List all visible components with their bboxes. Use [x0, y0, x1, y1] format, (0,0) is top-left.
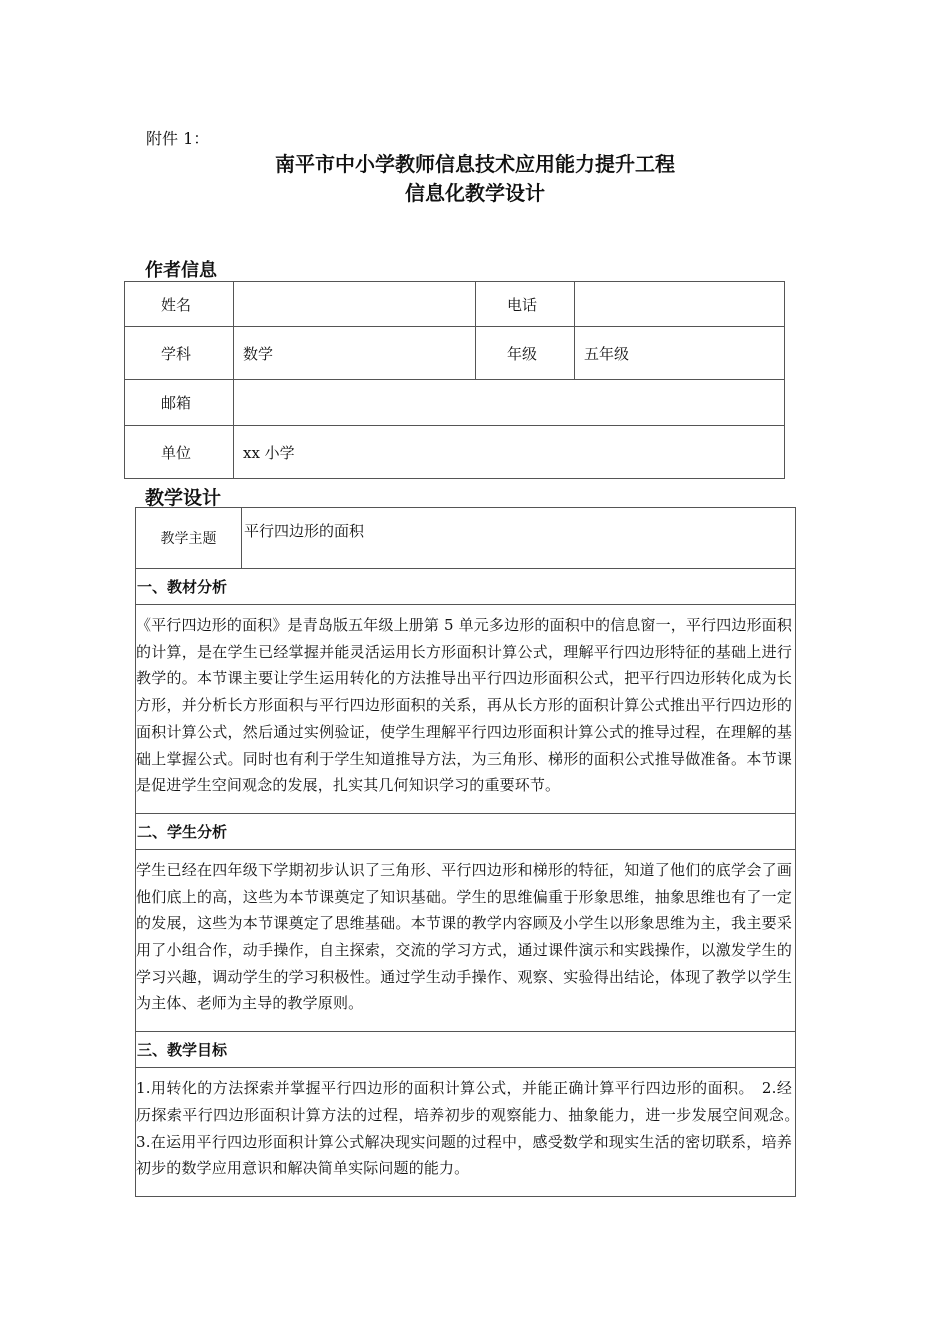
name-label: 姓名 [125, 282, 234, 327]
section2-text[interactable]: 学生已经在四年级下学期初步认识了三角形、平行四边形和梯形的特征，知道了他们的底学会了画他们底上的高，这些为本节课奠定了知识基础。学生的思维偏重于形象思维，抽象思维也有了一定的发展，这些为本节课奠定了思维基础。本节课的教学内容顾及小学生以形象思维为主，我主要采用了小组合作，动手操作，自主探索，交流的学习方式，通过课件演示和实践操作，以激发学生的学习兴趣，调动学生的学习积极性。通过学生动手操作、观察、实验得出结论，体现了教学以学生为主体、老师为主导的教学原则。 [136, 849, 796, 1031]
section3-text[interactable]: 1.用转化的方法探索并掌握平行四边形的面积计算公式，并能正确计算平行四边形的面积。 2.经历探索平行四边形面积计算方法的过程，培养初步的观察能力、抽象能力，进一步发展空间观念。 3.在运用平行四边形面积计算公式解决现实问题的过程中，感受数学和现实生活的密切联系，培养初步的数学应用意识和解决简单实际问题的能力。 [136, 1068, 796, 1197]
email-label: 邮箱 [125, 380, 234, 426]
author-row-unit [125, 426, 785, 479]
grade-label: 年级 [476, 327, 575, 380]
section-body-students [136, 849, 796, 1031]
section-body-goals [136, 1068, 796, 1197]
document-title: 南平市中小学教师信息技术应用能力提升工程 [275, 152, 675, 176]
section-header-students [136, 813, 796, 849]
document-subtitle: 信息化教学设计 [405, 181, 545, 205]
topic-value[interactable]: 平行四边形的面积 [242, 508, 796, 569]
author-row-name [125, 282, 785, 327]
section2-title: 二、学生分析 [136, 813, 796, 849]
attachment-label: 附件 1： [146, 129, 210, 148]
grade-value[interactable]: 五年级 [575, 327, 785, 380]
name-value[interactable] [234, 282, 476, 327]
unit-value[interactable]: xx 小学 [234, 426, 785, 479]
author-row-subject [125, 327, 785, 380]
teaching-design-table [135, 507, 813, 1197]
author-row-email [125, 380, 785, 426]
subject-value[interactable]: 数学 [234, 327, 476, 380]
subject-label: 学科 [125, 327, 234, 380]
section-body-textbook [136, 605, 796, 814]
email-value[interactable] [234, 380, 785, 426]
section-header-goals [136, 1032, 796, 1068]
teaching-design-heading: 教学设计 [145, 487, 222, 509]
phone-label: 电话 [476, 282, 575, 327]
topic-row [136, 508, 796, 569]
section-header-textbook [136, 569, 796, 605]
unit-label: 单位 [125, 426, 234, 479]
author-info-heading: 作者信息 [145, 260, 217, 281]
topic-label: 教学主题 [136, 508, 242, 569]
author-info-table [124, 281, 785, 479]
section1-text[interactable]: 《平行四边形的面积》是青岛版五年级上册第 5 单元多边形的面积中的信息窗一，平行四边形面积的计算，是在学生已经掌握并能灵活运用长方形面积计算公式，理解平行四边形特征的基础上进行教学的。本节课主要让学生运用转化的方法推导出平行四边形面积公式，把平行四边形转化成为长方形，并分析长方形面积与平行四边形面积的关系，再从长方形的面积计算公式推出平行四边形的面积计算公式，然后通过实例验证，使学生理解平行四边形面积计算公式的推导过程，在理解的基础上掌握公式。同时也有利于学生知道推导方法，为三角形、梯形的面积公式推导做准备。本节课是促进学生空间观念的发展，扎实其几何知识学习的重要环节。 [136, 605, 796, 814]
phone-value[interactable] [575, 282, 785, 327]
section3-title: 三、教学目标 [136, 1032, 796, 1068]
section1-title: 一、教材分析 [136, 569, 796, 605]
